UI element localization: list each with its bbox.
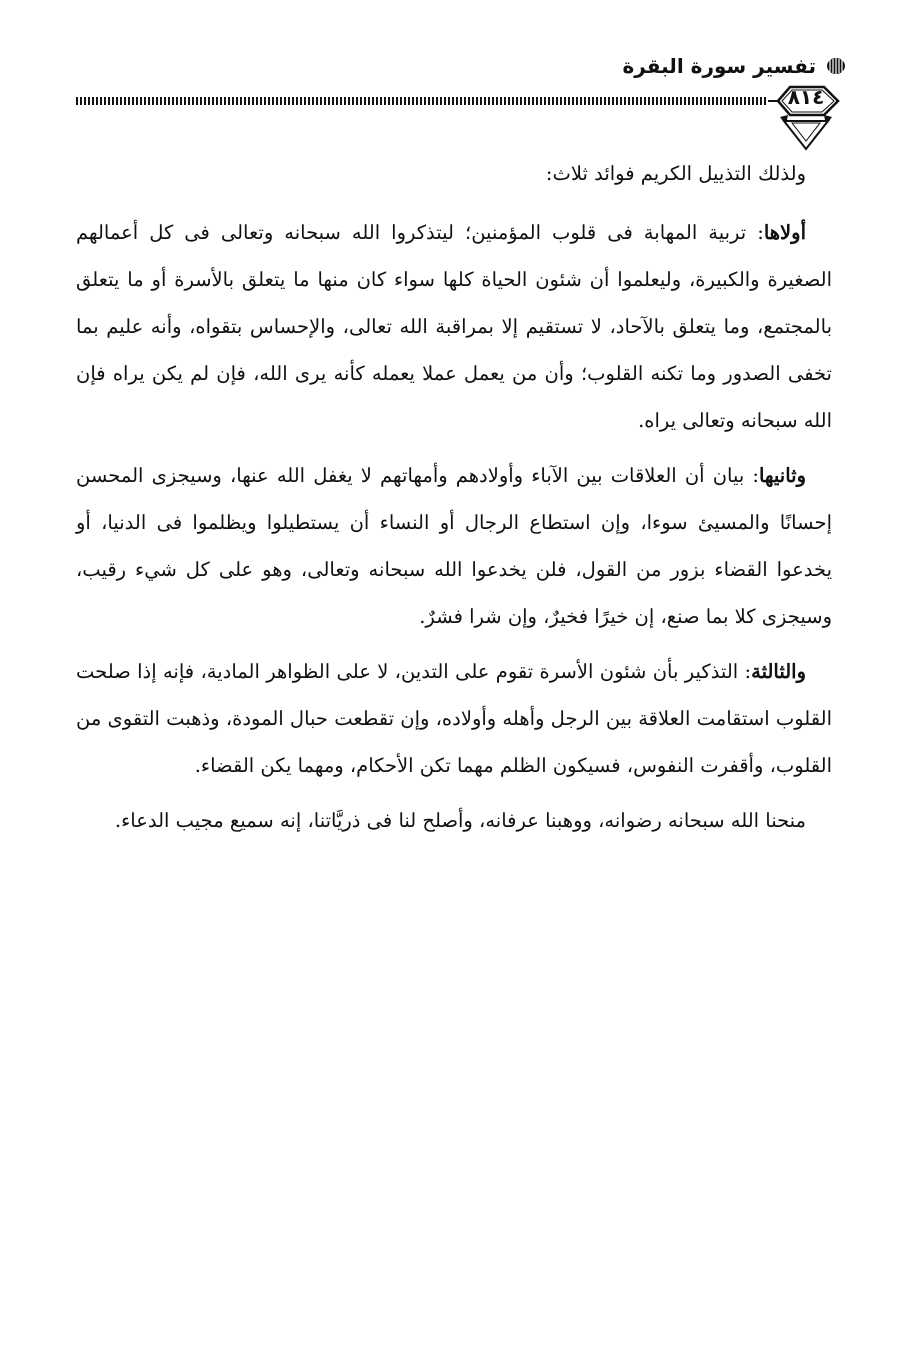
header-rule (76, 97, 766, 105)
flower-ornament-icon (826, 57, 846, 75)
page-body (76, 150, 832, 852)
point-lead: والثالثة (751, 660, 806, 683)
intro-paragraph: ولذلك التذييل الكريم فوائد ثلاث: (545, 162, 806, 185)
point-text: : بيان أن العلاقات بين الآباء وأولادهم وأمهاتهم لا يغفل الله عنها، وسيجزى المحسن إحسانًا والمسيئ سوءا، وإن استطاع الرجال أو النساء أن يستطيلوا ويظلموا فى الدنيا، أو يخدعوا القضاء بزور من القول، فلن يخدعوا الله سبحانه وتعالى، وهو على كل شيء رقيب، وسيجزى كلا بما صنع، إن خيرًا فخيرٌ، وإن شرا فشرٌ. (76, 464, 832, 628)
point-paragraph-3 (76, 648, 832, 789)
point-text: : تربية المهابة فى قلوب المؤمنين؛ ليتذكروا الله سبحانه وتعالى فى كل أعمالهم الصغيرة والكبيرة، وليعلموا أن شئون الحياة كلها سواء كان منها ما يتعلق بالأسرة أو ما يتعلق بالمجتمع، وما يتعلق بالآحاد، لا تستقيم إلا بمراقبة الله تعالى، والإحساس بتقواه، وأنه عليم بما تخفى الصدور وما تكنه القلوب؛ وأن من يعمل عملا يعمله كأنه يرى الله، فإن لم يكن يراه فإن الله سبحانه وتعالى يراه. (76, 221, 832, 432)
point-paragraph-2 (76, 452, 832, 640)
book-title: تفسير سورة البقرة (622, 54, 816, 78)
closing-paragraph: منحنا الله سبحانه رضوانه، ووهبنا عرفانه، وأصلح لنا فى ذريَّاتنا، إنه سميع مجيب الدعاء. (114, 809, 806, 832)
point-paragraph-1 (76, 209, 832, 444)
page-number: ٨١٤ (787, 85, 825, 109)
page-header (76, 50, 846, 140)
point-lead: وثانيها (758, 464, 806, 487)
point-lead: أولاها (763, 221, 806, 244)
page-number-badge (766, 75, 846, 155)
point-text: : التذكير بأن شئون الأسرة تقوم على التدين، لا على الظواهر المادية، فإنه إذا صلحت القلوب استقامت العلاقة بين الرجل وأهله وأولاده، وإن تقطعت حبال المودة، وذهبت التقوى من القلوب، وأقفرت النفوس، فسيكون الظلم مهما تكن الأحكام، ومهما يكن القضاء. (76, 660, 832, 777)
